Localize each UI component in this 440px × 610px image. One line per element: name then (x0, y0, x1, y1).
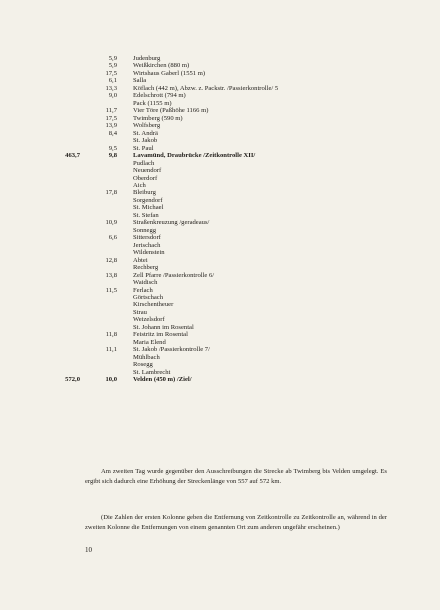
segment-km-cell: 11,1 (105, 346, 117, 354)
place-cell: Wirtshaus Gaberl (1551 m) (133, 69, 206, 77)
segment-km-cell: 11,8 (105, 331, 117, 339)
route-row (0, 197, 440, 204)
route-row (0, 212, 440, 219)
route-row (0, 234, 440, 241)
place-cell: Velden (450 m) /Ziel/ (133, 376, 192, 384)
place-cell: Edelschrott (794 m) (133, 92, 186, 100)
route-row (0, 361, 440, 368)
place-cell: Ferlach (133, 286, 153, 294)
place-cell: St. Stefan (133, 211, 159, 219)
place-cell: St. Michael (133, 204, 164, 212)
route-row (0, 301, 440, 308)
route-row (0, 264, 440, 271)
route-row (0, 294, 440, 301)
route-row (0, 85, 440, 92)
paragraph-column-note: (Die Zahlen der ersten Kolonne geben die Entfernung von Zeitkontrolle zu Zeitkontrolle an, während in der zweiten Kolonne die Entfernungen von einem genannten Ort zum anderen ungefähr erscheinen.) (85, 513, 387, 531)
place-cell: Salla (133, 77, 147, 85)
route-row (0, 257, 440, 264)
route-row (0, 122, 440, 129)
place-cell: St. Paul (133, 144, 154, 152)
route-row (0, 354, 440, 361)
route-row (0, 316, 440, 323)
route-row (0, 309, 440, 316)
place-cell: St. Lambrecht (133, 368, 171, 376)
place-cell: Wildenstein (133, 249, 165, 257)
place-cell: Sonnegg (133, 226, 157, 234)
place-cell: Sorgendorf (133, 196, 163, 204)
place-cell: Weißkirchen (880 m) (133, 62, 190, 70)
segment-km-cell: 9,8 (108, 152, 117, 160)
place-cell: Pudlach (133, 159, 155, 167)
place-cell: Köflach (442 m), Abzw. z. Packstr. /Passierkontrolle/ 5 (133, 84, 279, 92)
segment-km-cell: 6,1 (108, 77, 117, 85)
route-row (0, 152, 440, 159)
route-row (0, 287, 440, 294)
segment-km-cell: 9,0 (108, 92, 117, 100)
route-row (0, 160, 440, 167)
route-row (0, 331, 440, 338)
place-cell: Aich (133, 181, 146, 189)
route-row (0, 189, 440, 196)
place-cell: Jerischach (133, 241, 161, 249)
segment-km-cell: 13,3 (105, 84, 117, 92)
route-row (0, 55, 440, 62)
segment-km-cell: 11,7 (105, 107, 117, 115)
place-cell: Feistritz im Rosental (133, 331, 188, 339)
place-cell: Lavamünd, Draubrücke /Zeitkontrolle XII/ (133, 152, 256, 160)
place-cell: St. Jakob (133, 137, 158, 145)
total-km-cell: 463,7 (65, 152, 80, 160)
route-row (0, 376, 440, 383)
place-cell: Sittersdorf (133, 234, 161, 242)
place-cell: Vier Töre (Paßhöhe 1166 m) (133, 107, 209, 115)
route-row (0, 100, 440, 107)
place-cell: St. Johann im Rosental (133, 323, 194, 331)
route-row (0, 137, 440, 144)
route-row (0, 70, 440, 77)
route-row (0, 227, 440, 234)
route-row (0, 242, 440, 249)
route-row (0, 130, 440, 137)
place-cell: Mühlbach (133, 353, 160, 361)
route-row (0, 279, 440, 286)
route-row (0, 167, 440, 174)
segment-km-cell: 5,9 (108, 62, 117, 70)
place-cell: Rechberg (133, 264, 159, 272)
route-row (0, 175, 440, 182)
route-row (0, 107, 440, 114)
place-cell: Pack (1155 m) (133, 99, 172, 107)
segment-km-cell: 17,5 (105, 69, 117, 77)
place-cell: Rosegg (133, 361, 153, 369)
route-row (0, 369, 440, 376)
route-row (0, 219, 440, 226)
place-cell: Twimberg (590 m) (133, 114, 183, 122)
segment-km-cell: 17,5 (105, 114, 117, 122)
route-row (0, 77, 440, 84)
segment-km-cell: 13,9 (105, 122, 117, 130)
segment-km-cell: 13,8 (105, 271, 117, 279)
segment-km-cell: 6,6 (108, 234, 117, 242)
route-row (0, 272, 440, 279)
segment-km-cell: 10,9 (105, 219, 117, 227)
route-row (0, 249, 440, 256)
place-cell: Oberdorf (133, 174, 158, 182)
page-number: 10 (85, 546, 92, 554)
place-cell: Kirschentheuer (133, 301, 174, 309)
route-row (0, 346, 440, 353)
place-cell: Bleiburg (133, 189, 156, 197)
place-cell: St. Andrä (133, 129, 158, 137)
route-row (0, 204, 440, 211)
place-cell: Zell Pfarre /Passierkontrolle 6/ (133, 271, 215, 279)
place-cell: St. Jakob /Passierkontrolle 7/ (133, 346, 210, 354)
segment-km-cell: 9,5 (108, 144, 117, 152)
place-cell: Maria Elend (133, 338, 166, 346)
segment-km-cell: 12,8 (105, 256, 117, 264)
segment-km-cell: 11,5 (105, 286, 117, 294)
paragraph-route-change: Am zweiten Tag wurde gegenüber den Ausschreibungen die Strecke ab Twimberg bis Velden umgelegt. Es ergibt sich dadurch eine Erhöhung der Streckenlänge von 557 auf 572 km. (85, 467, 387, 485)
total-km-cell: 572,0 (65, 376, 80, 384)
route-table (0, 55, 440, 384)
place-cell: Weizelsdorf (133, 316, 165, 324)
place-cell: Neuendorf (133, 167, 162, 175)
segment-km-cell: 5,9 (108, 55, 117, 62)
place-cell: Abtei (133, 256, 148, 264)
place-cell: Waidisch (133, 279, 158, 287)
route-row (0, 115, 440, 122)
route-row (0, 145, 440, 152)
segment-km-cell: 17,8 (105, 189, 117, 197)
route-row (0, 339, 440, 346)
place-cell: Görtschach (133, 294, 164, 301)
place-cell: Straßenkreuzung /geradeaus/ (133, 219, 210, 227)
route-row (0, 182, 440, 189)
route-row (0, 62, 440, 69)
place-cell: Strau (133, 308, 147, 316)
place-cell: Judenburg (133, 55, 161, 62)
segment-km-cell: 8,4 (108, 129, 117, 137)
route-row (0, 324, 440, 331)
place-cell: Wolfsberg (133, 122, 161, 130)
segment-km-cell: 10,0 (105, 376, 117, 384)
route-row (0, 92, 440, 99)
